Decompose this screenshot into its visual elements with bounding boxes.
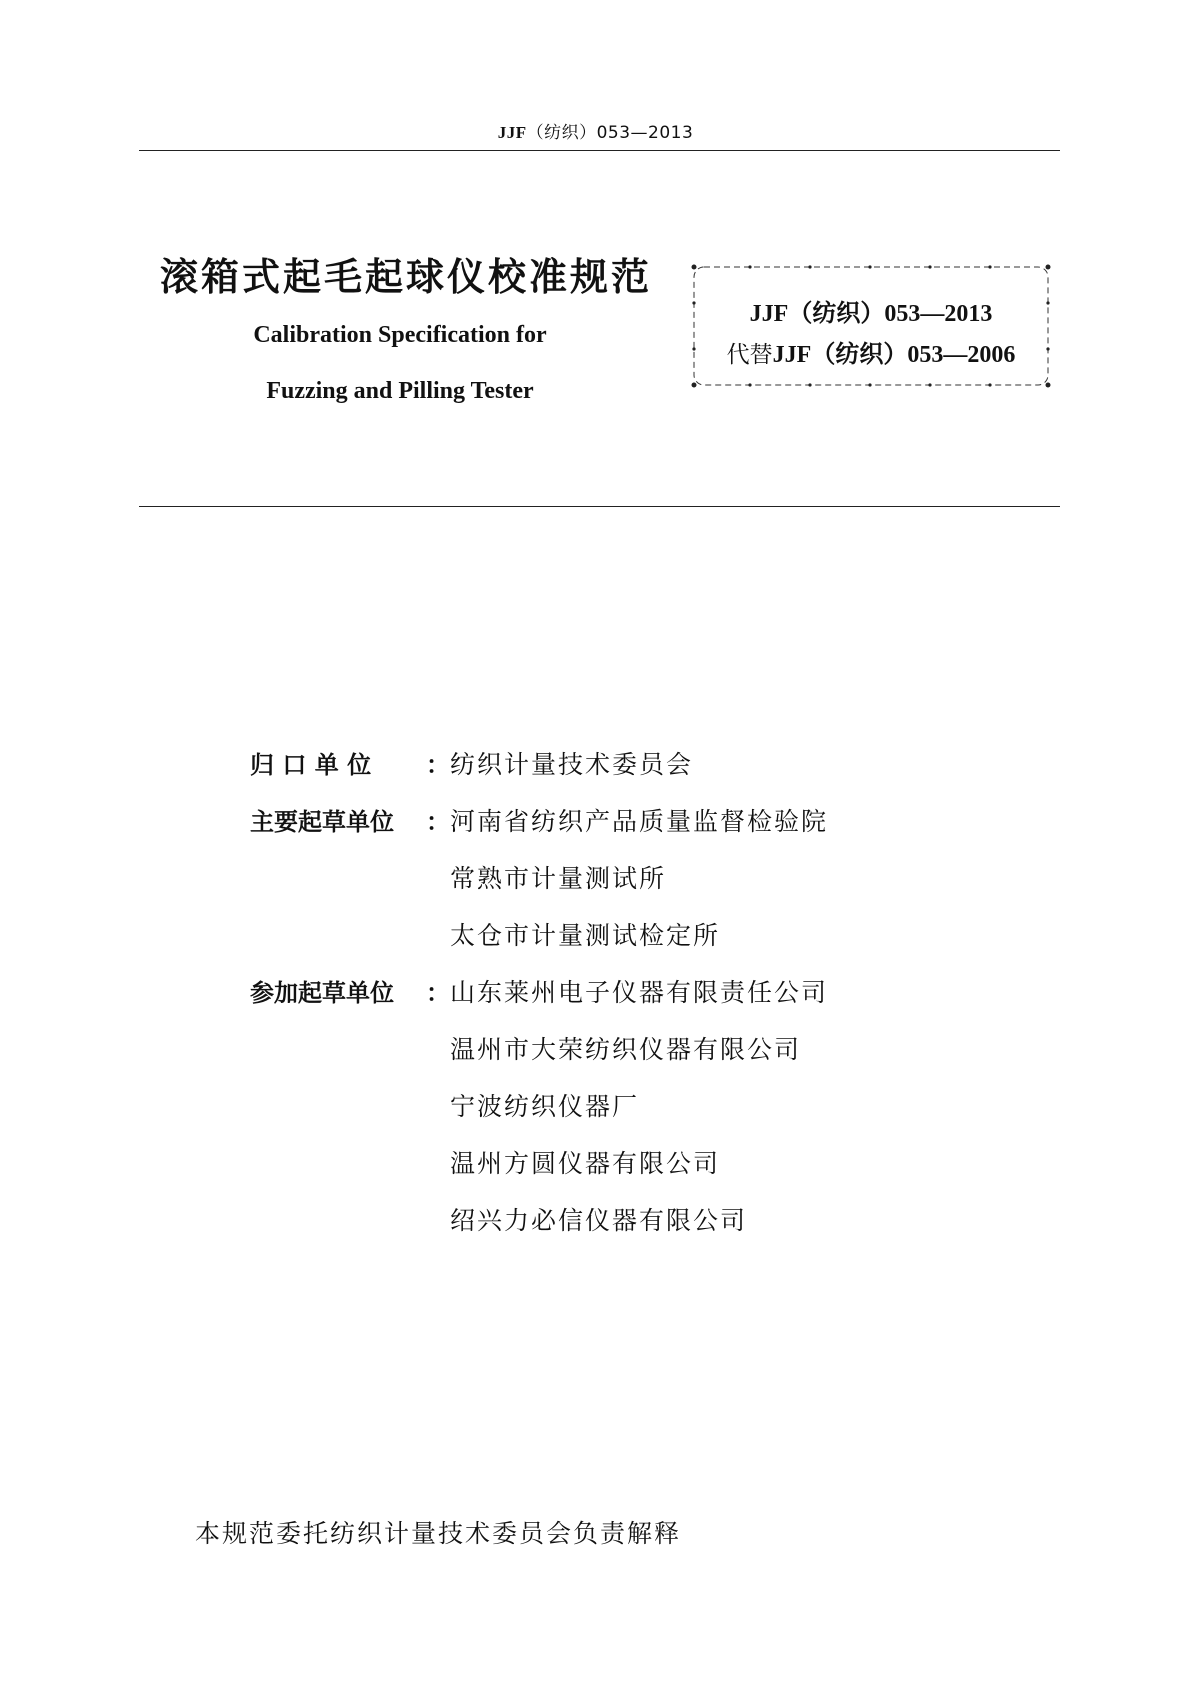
colon: ： [426, 808, 450, 836]
unit-row [250, 734, 828, 791]
unit-label [250, 973, 450, 1008]
replaces-prefix: 代替 [726, 342, 773, 368]
unit-row [250, 1133, 828, 1190]
header-code: JJF [497, 123, 527, 142]
unit-value: 温州市大荣纺织仪器有限公司 [450, 1034, 802, 1064]
unit-value: 太仓市计量测试检定所 [450, 920, 721, 950]
replaces-line [690, 334, 1052, 369]
unit-row [250, 962, 828, 1019]
unit-row [250, 848, 828, 905]
unit-row [250, 791, 828, 848]
top-rule [139, 150, 1060, 151]
drafting-units [250, 734, 828, 1247]
english-title-line1: Calibration Specification for [253, 322, 547, 348]
unit-value: 山东莱州电子仪器有限责任公司 [450, 977, 829, 1007]
interpretation-note: 本规范委托纺织计量技术委员会负责解释 [195, 1519, 682, 1548]
unit-value: 温州方圆仪器有限公司 [450, 1148, 721, 1178]
current-code: JJF（纺织）053—2013 [749, 301, 993, 327]
running-header [0, 118, 1191, 143]
unit-label [250, 745, 450, 780]
chinese-title: 滚箱式起毛起球仪校准规范 [160, 255, 653, 299]
unit-row [250, 1019, 828, 1076]
unit-value: 常熟市计量测试所 [450, 863, 667, 893]
replaced-code: JJF（纺织）053—2006 [772, 342, 1016, 368]
unit-value: 宁波纺织仪器厂 [450, 1091, 640, 1121]
colon: ： [426, 979, 450, 1007]
unit-value: 纺织计量技术委员会 [450, 749, 694, 779]
header-code-rest: （纺织）053—2013 [526, 123, 694, 143]
standard-code-box [690, 263, 1052, 389]
unit-label-text: 归 口 单 位 [250, 751, 372, 779]
unit-label-text: 参加起草单位 [250, 979, 394, 1007]
unit-value: 绍兴力必信仪器有限公司 [450, 1205, 748, 1235]
unit-row [250, 1076, 828, 1133]
english-title-line2: Fuzzing and Pilling Tester [266, 378, 534, 404]
bottom-rule [139, 506, 1060, 507]
unit-label-text: 主要起草单位 [250, 808, 394, 836]
unit-row [250, 905, 828, 962]
unit-value: 河南省纺织产品质量监督检验院 [450, 806, 829, 836]
unit-row [250, 1190, 828, 1247]
colon: ： [426, 751, 450, 779]
unit-label [250, 802, 450, 837]
